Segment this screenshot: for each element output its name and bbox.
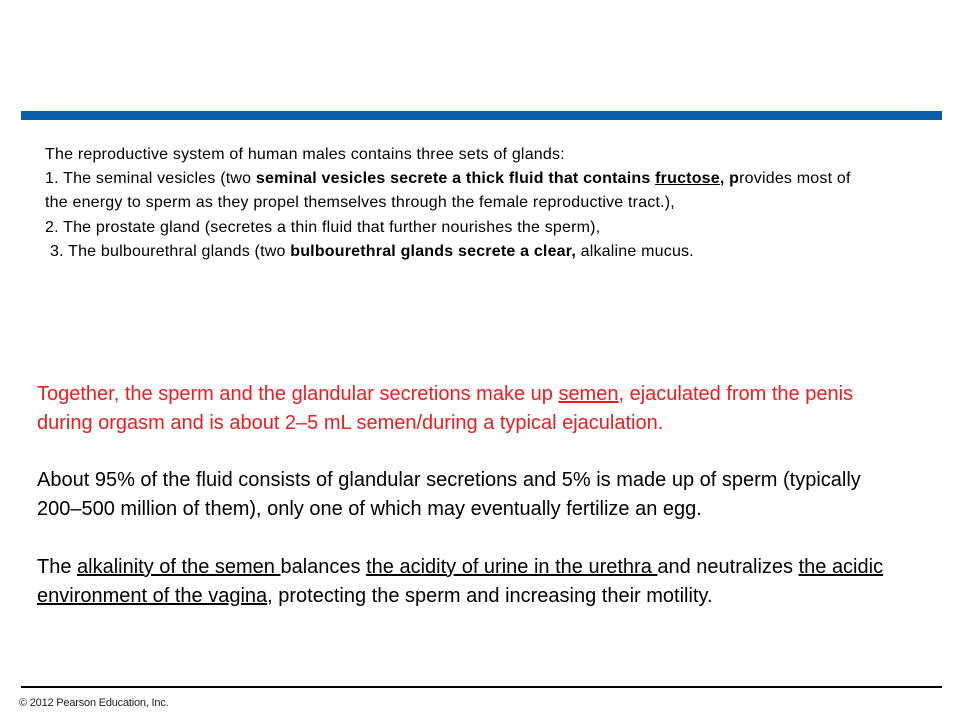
p3-underline-alkalinity: alkalinity of the semen [77,555,281,578]
semen-term: semen [558,383,619,405]
item1-bold: seminal vesicles secrete a thick fluid that contains [255,170,651,188]
glands-item-bulbourethral [45,240,875,264]
semen-text-block [37,380,897,610]
alkalinity-paragraph [37,553,897,610]
item1-comma: , p [719,170,740,188]
item1-fructose: fructose [655,170,720,188]
item3-lead: 3. The bulbourethral glands (two [50,242,291,260]
p3-mid1: balances [280,555,367,578]
p3-underline-vagina: the acidic environment of the vagina [37,555,884,607]
item1-rest: rovides most of the energy to sperm as they propel themselves through the female reproductive tract.), [45,170,851,212]
copyright-notice: © 2012 Pearson Education, Inc. [19,697,169,709]
header-divider-bar [21,111,942,120]
p1-lead: Together, the sperm and the glandular secretions make up [37,383,559,405]
item3-rest: alkaline mucus. [575,242,694,260]
semen-definition-paragraph [37,380,897,437]
item1-lead: 1. The seminal vesicles (two [45,170,256,188]
item3-bold: bulbourethral glands secrete a clear, [290,242,576,260]
glands-intro: The reproductive system of human males contains three sets of glands: [45,146,565,163]
p3-lead: The [37,555,78,578]
p3-underline-urine: the acidity of urine in the urethra [366,555,658,578]
p3-end: , protecting the sperm and increasing their motility. [267,584,713,607]
fluid-composition-paragraph: About 95% of the fluid consists of glandular secretions and 5% is made up of sperm (typically 200–500 million of them), only one of which may eventually fertilize an egg. [37,469,861,521]
glands-text-block [45,143,875,264]
glands-item-prostate: 2. The prostate gland (secretes a thin fluid that further nourishes the sperm), [45,218,601,236]
p1-rest: , ejaculated from the penis during orgasm and is about 2–5 mL semen/during a typical ejaculation. [37,383,854,434]
footer-divider-line [21,686,942,688]
glands-item-seminal-vesicles [45,167,875,215]
p3-mid2: and neutralizes [657,555,799,578]
